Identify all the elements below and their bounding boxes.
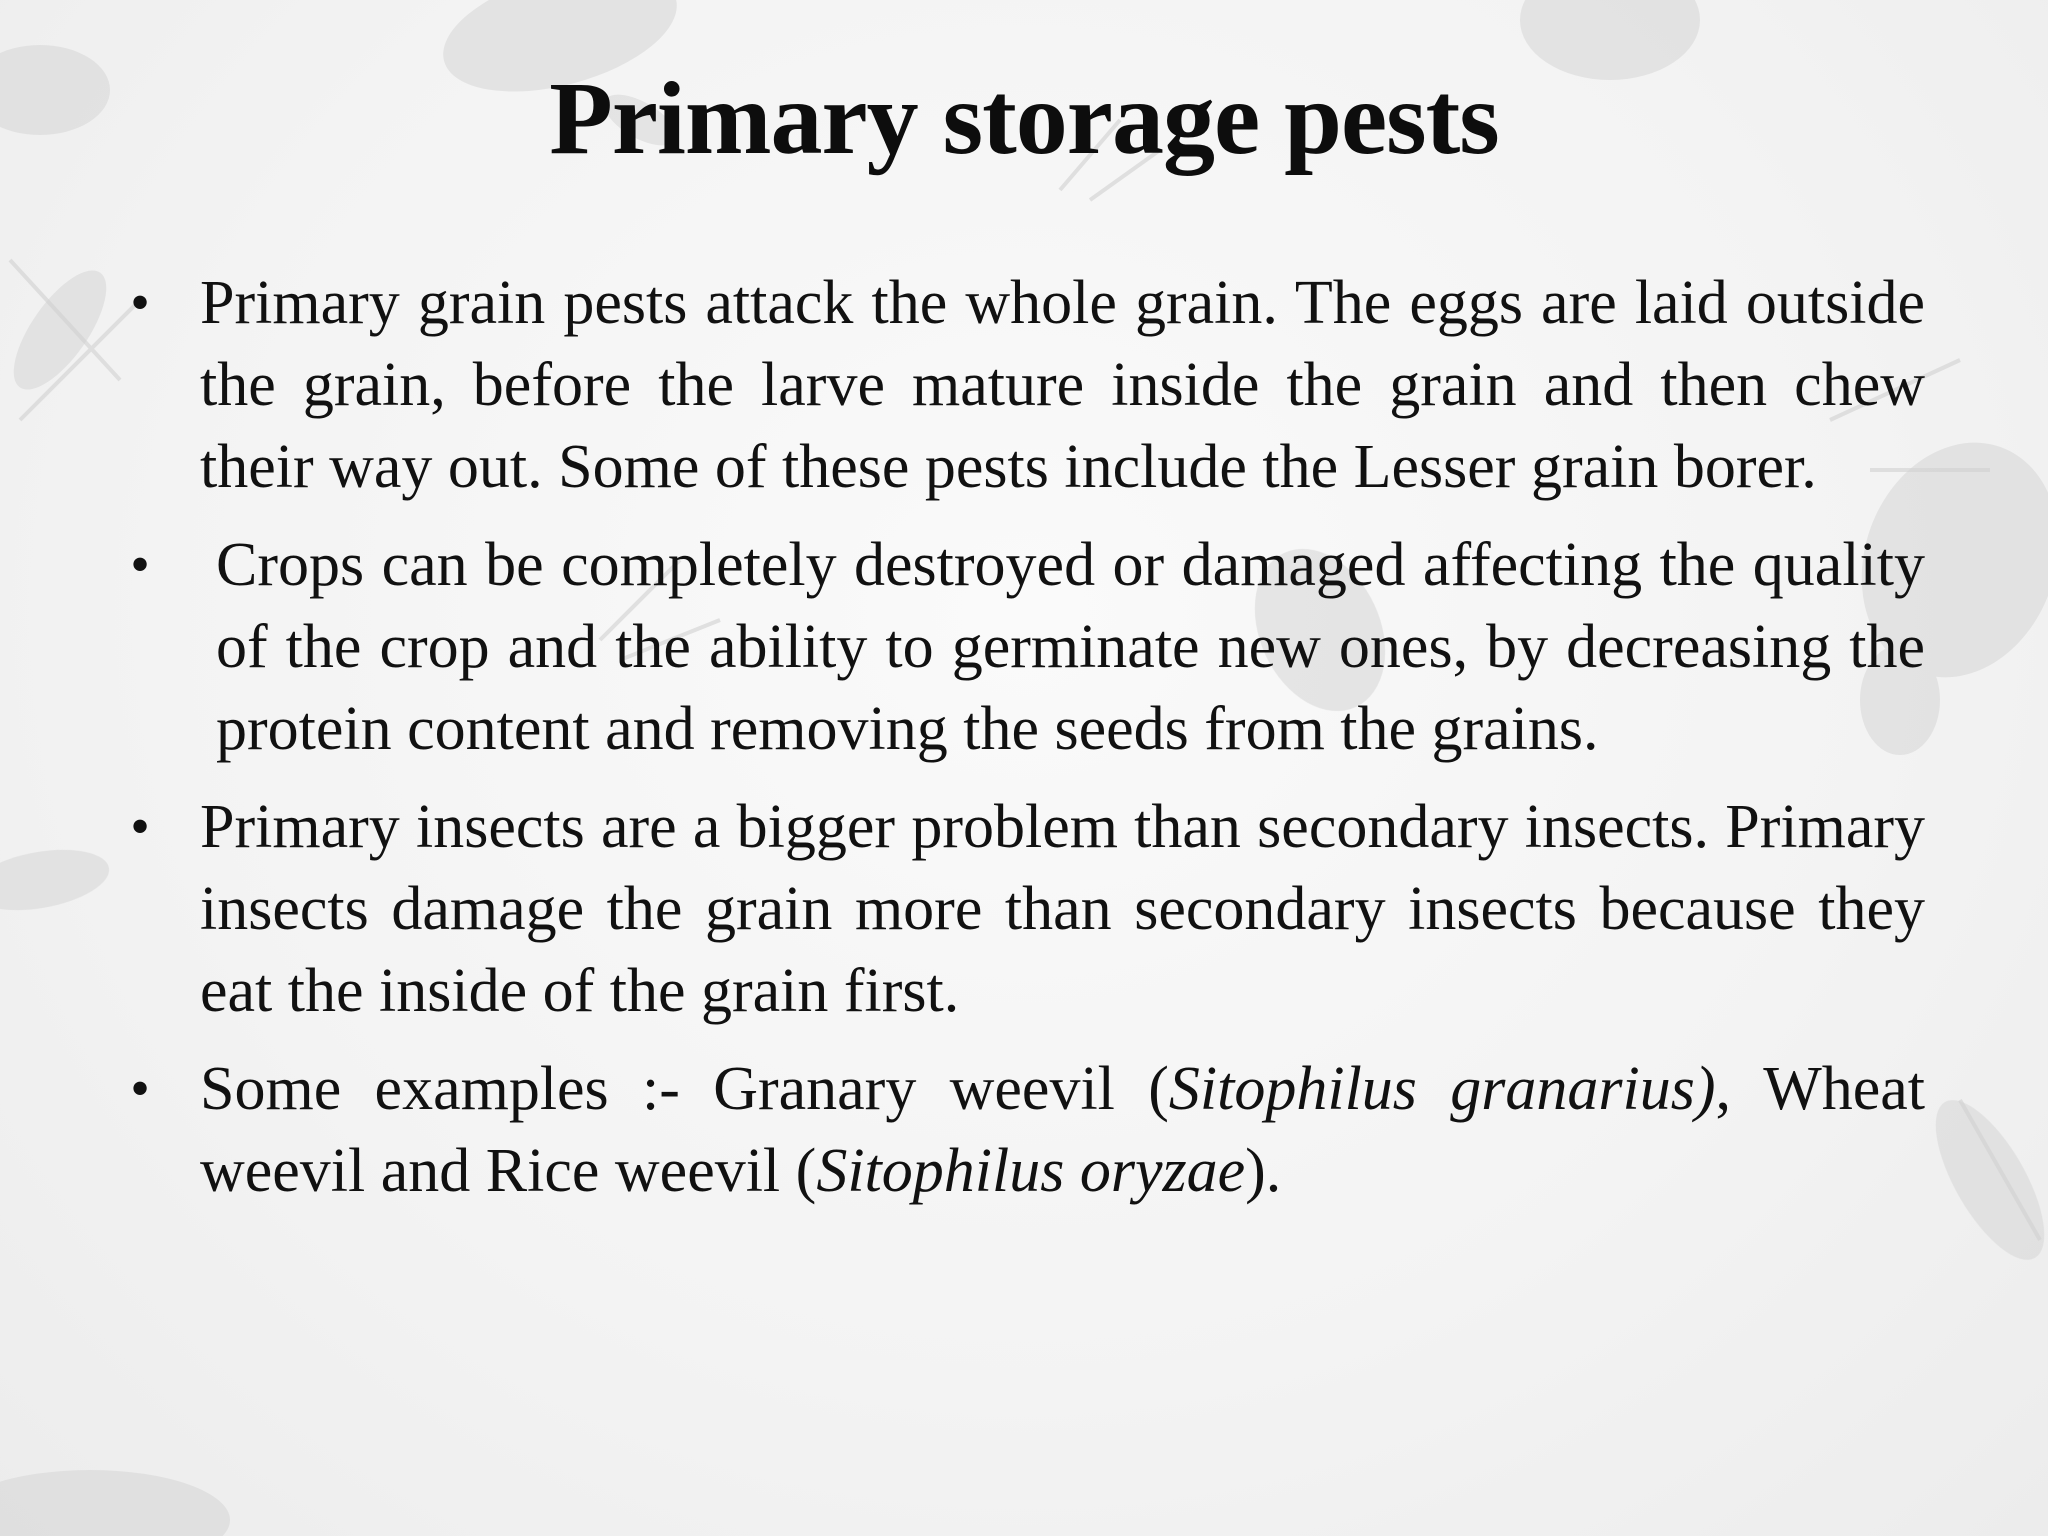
bullet-icon: •	[130, 1058, 150, 1120]
slide-title: Primary storage pests	[549, 61, 1499, 176]
bullet-text	[200, 1048, 1925, 1212]
examples-text-start: Some examples :- Granary weevil (	[200, 1055, 1169, 1123]
examples-text-end: ).	[1245, 1137, 1282, 1205]
list-item	[120, 1048, 1925, 1212]
bullet-list	[120, 262, 1925, 1228]
list-item	[120, 524, 1925, 770]
species-name-granarius: Sitophilus granarius)	[1168, 1055, 1716, 1123]
species-name-oryzae: Sitophilus oryzae	[816, 1137, 1246, 1205]
bullet-icon: •	[130, 796, 150, 858]
bullet-text: Crops can be completely destroyed or damaged affecting the quality of the crop and the ability to germinate new ones, by decreasing the protein content and removing the seeds from the grains.	[216, 531, 1925, 763]
bullet-text: Primary grain pests attack the whole grain. The eggs are laid outside the grain, before the larve mature inside the grain and then chew their way out. Some of these pests include the Lesser grain borer.	[200, 269, 1925, 501]
list-item	[120, 786, 1925, 1032]
examples-text-middle: , Wheat weevil and Rice weevil (	[200, 1055, 1926, 1205]
list-item	[120, 262, 1925, 508]
bullet-text: Primary insects are a bigger problem than secondary insects. Primary insects damage the grain more than secondary insects because they eat the inside of the grain first.	[200, 793, 1925, 1025]
bullet-icon: •	[130, 534, 150, 596]
bullet-icon: •	[130, 272, 150, 334]
